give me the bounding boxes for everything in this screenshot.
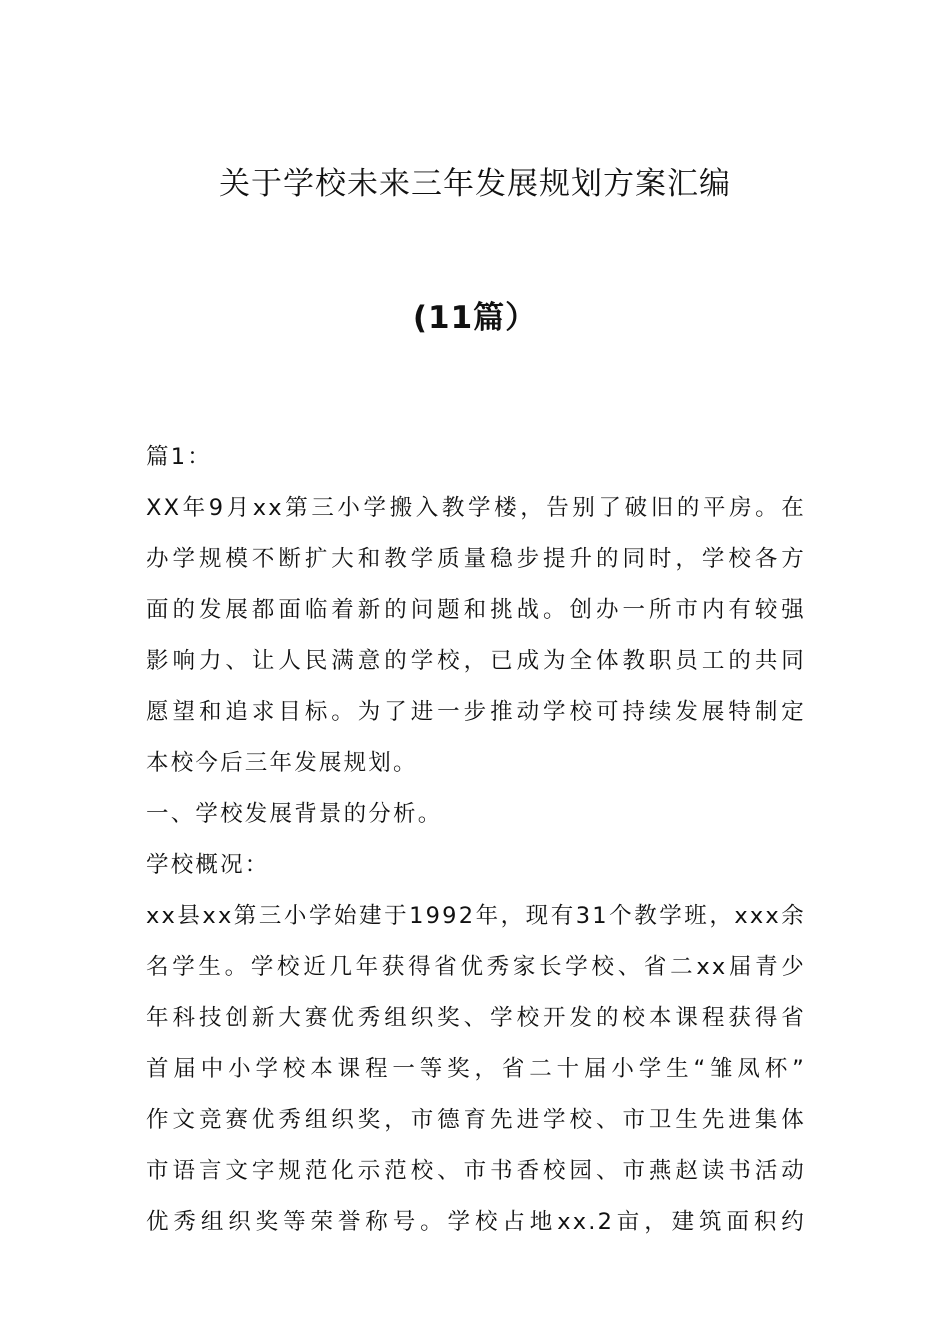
overview-line: 首届中小学校本课程一等奖，省二十届小学生“雏凤杯”	[146, 1056, 806, 1082]
overview-heading: 学校概况：	[146, 852, 270, 878]
overview-line: 作文竞赛优秀组织奖，市德育先进学校、市卫生先进集体	[146, 1107, 806, 1133]
document-title: 关于学校未来三年发展规划方案汇编	[219, 166, 731, 202]
intro-line: 办学规模不断扩大和教学质量稳步提升的同时，学校各方	[146, 546, 806, 572]
intro-line: XX年9月xx第三小学搬入教学楼，告别了破旧的平房。在	[146, 495, 806, 521]
intro-line: 影响力、让人民满意的学校，已成为全体教职员工的共同	[146, 648, 806, 674]
overview-line: 优秀组织奖等荣誉称号。学校占地xx.2亩，建筑面积约	[146, 1209, 806, 1235]
intro-line: 本校今后三年发展规划。	[146, 750, 418, 776]
section-heading: 一、学校发展背景的分析。	[146, 801, 443, 827]
document-subtitle: (11篇）	[412, 300, 538, 336]
overview-line: 市语言文字规范化示范校、市书香校园、市燕赵读书活动	[146, 1158, 806, 1184]
overview-line: 年科技创新大赛优秀组织奖、学校开发的校本课程获得省	[146, 1005, 806, 1031]
intro-line: 面的发展都面临着新的问题和挑战。创办一所市内有较强	[146, 597, 806, 623]
chapter-label: 篇1：	[146, 444, 212, 470]
overview-line: 名学生。学校近几年获得省优秀家长学校、省二xx届青少	[146, 954, 806, 980]
overview-line: xx县xx第三小学始建于1992年，现有31个教学班，xxx余	[146, 903, 806, 929]
document-body	[146, 432, 806, 1248]
intro-line: 愿望和追求目标。为了进一步推动学校可持续发展特制定	[146, 699, 806, 725]
